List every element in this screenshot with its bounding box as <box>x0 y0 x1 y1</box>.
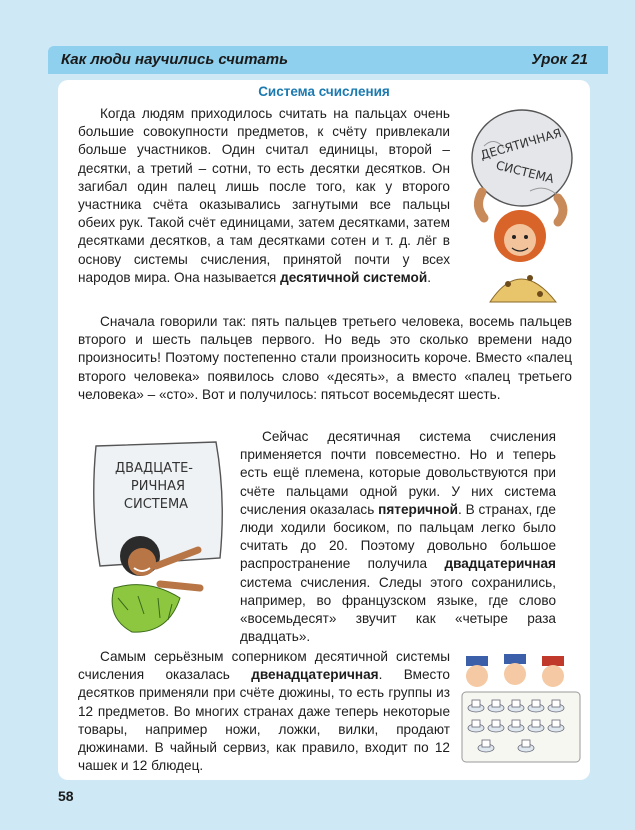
p3-text-end: система счисления. Следы этого сохранились, например, во французском языке, где слово «восемьдесят» звучит как «четыре раза двадцать». <box>240 574 556 645</box>
p4-text-end: . Вместо десятков применяли при счёте дюжины, то есть группы из 12 предметов. Во многих странах даже теперь некоторые товары, например ножи, ложки, вилки, продают дюжинами. В чайный сервиз, как правило, входит по 12 чашек и 12 блюдец. <box>78 667 450 774</box>
stone-word-1: ДЕСЯТИЧНАЯ <box>478 125 564 163</box>
cups-and-people-drawing <box>460 646 582 766</box>
duodecimal-illustration <box>460 646 582 766</box>
term-quinary: пятеричной <box>378 501 458 517</box>
term-duodecimal: двенадцатеричная <box>251 667 379 683</box>
chapter-header <box>48 46 608 74</box>
vigesimal-system-illustration <box>88 438 248 643</box>
page-number: 58 <box>58 788 74 804</box>
paragraph-other-systems <box>240 428 556 646</box>
sheet-word-2: РИЧНАЯ <box>130 479 186 494</box>
content-card <box>58 80 590 780</box>
term-decimal-system: десятичной системой <box>280 269 428 285</box>
p1-end: . <box>427 269 431 285</box>
paragraph-number-words <box>78 313 572 404</box>
term-vigesimal: двадцатеричная <box>444 556 556 572</box>
p2-text: Сначала говорили так: пять пальцев третьего человека, восемь пальцев второго и шесть пальцев первого. Но ведь это сколько времени надо произносить! Поэтому постепенно стали произносить короче. Вместо «палец второго человека» появилось слово «десять», а вместо «палец третьего человека» – «сто». Вот и получилось: пятьсот восемьдесят шесть. <box>78 314 572 402</box>
section-title: Система счисления <box>258 84 390 99</box>
stone-word-2: СИСТЕМА <box>494 158 556 187</box>
p1-text: Когда людям приходилось считать на пальцах очень большие совокупности предметов, к счёту привлекали больше участников. Один считал единицы, второй – десятки, а третий – сотни, то есть десятки десятков. Он загибал один палец лишь после того, как у второго участника счёта оказывались загнутыми все пальцы обеих рук. Такой счёт единицами, затем десятками, затем десятками десятков, а там десятками сотен и т. д. лёг в основу системы счисления, принятой почти у всех народов мира. Она называется <box>78 106 450 285</box>
p3-text-mid: . В странах, где люди ходили босиком, по пальцам легко было считать до 20. Поэтому довольно большое распространение получила <box>240 501 556 572</box>
decimal-system-illustration <box>460 106 580 306</box>
sheet-word-3: СИСТЕМА <box>123 497 189 512</box>
p3-text: Сейчас десятичная система счисления применяется почти повсеместно. Но и теперь есть ещё племена, которые довольствуются при счёте пальцами одной руки. У них система счисления оказалась <box>240 429 556 517</box>
chapter-title: Как люди научились считать <box>61 51 289 68</box>
paragraph-duodecimal <box>78 648 450 775</box>
lesson-number: Урок 21 <box>531 51 588 68</box>
sheet-and-person-drawing <box>88 438 248 643</box>
sheet-word-1: ДВАДЦАТЕ- <box>115 461 193 476</box>
paragraph-decimal-origin <box>78 105 450 287</box>
caveman-stone-drawing <box>460 106 580 306</box>
p4-text: Самым серьёзным соперником десятичной системы счисления оказалась <box>78 649 450 683</box>
